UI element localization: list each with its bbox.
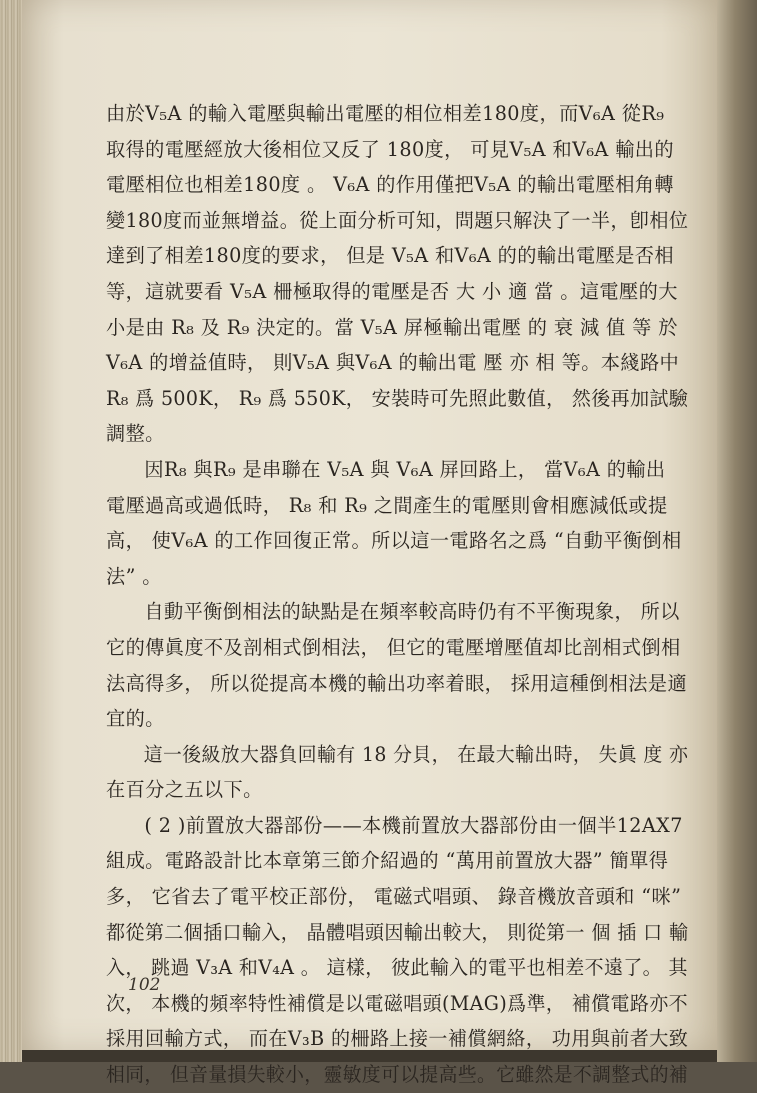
book-spine-shadow: [717, 0, 757, 1062]
text-line: 取得的電壓經放大後相位又反了 180度， 可見V₅A 和V₆A 輸出的: [106, 137, 674, 161]
text-line: 調整。: [106, 422, 165, 446]
text-line: 電壓相位也相差180度 。 V₆A 的作用僅把V₅A 的輸出電壓相角轉: [106, 173, 674, 197]
text-line: 宜的。: [106, 707, 165, 731]
page-number: 102: [128, 975, 161, 995]
book-page-edges: [0, 0, 22, 1062]
text-line: 法” 。: [106, 564, 162, 588]
text-line: 等，這就要看 V₅A 柵極取得的電壓是否 大 小 適 當 。這電壓的大: [106, 279, 678, 303]
text-line: 法高得多， 所以從提高本機的輸出功率着眼， 採用這種倒相法是適: [106, 671, 688, 695]
text-line: 由於V₅A 的輸入電壓與輸出電壓的相位相差180度，而V₆A 從R₉: [106, 102, 665, 125]
text-line: 多， 它省去了電平校正部份， 電磁式唱頭、 錄音機放音頭和 “咪”: [106, 885, 682, 909]
body-text: [106, 96, 688, 1093]
text-line: 次， 本機的頻率特性補償是以電磁唱頭(MAG)爲準， 補償電路亦不: [106, 991, 689, 1015]
text-line: 高， 使V₆A 的工作回復正常。所以這一電路名之爲 “自動平衡倒相: [106, 529, 682, 553]
page-bottom-shadow: [22, 1050, 717, 1062]
text-line: 達到了相差180度的要求， 但是 V₅A 和V₆A 的的輸出電壓是否相: [106, 244, 674, 268]
text-line: 自動平衡倒相法的缺點是在頻率較高時仍有不平衡現象， 所以: [144, 600, 680, 624]
text-line: 電壓過高或過低時， R₈ 和 R₉ 之間產生的電壓則會相應減低或提: [106, 493, 668, 517]
text-line: 都從第二個插口輸入， 晶體唱頭因輸出較大， 則從第一 個 插 口 輸: [106, 920, 689, 944]
text-line: R₈ 爲 500K， R₉ 爲 550K， 安裝時可先照此數值， 然後再加試驗: [106, 386, 689, 410]
text-line: 組成。電路設計比本章第三節介紹過的 “萬用前置放大器” 簡單得: [106, 849, 669, 873]
text-line: 變180度而並無增益。從上面分析可知，問題只解決了一半，卽相位: [106, 208, 689, 232]
text-line: 這一後級放大器負回輸有 18 分貝， 在最大輸出時， 失眞 度 亦: [143, 742, 689, 766]
text-line: 採用回輸方式， 而在V₃B 的柵路上接一補償網絡， 功用與前者大致: [106, 1027, 689, 1051]
book-page: [22, 0, 717, 1087]
text-line: 它的傳眞度不及剖相式倒相法， 但它的電壓增壓值却比剖相式倒相: [106, 635, 681, 659]
text-line: 入， 跳過 V₃A 和V₄A 。 這樣， 彼此輸入的電平也相差不遠了。 其: [106, 956, 688, 980]
text-line: 在百分之五以下。: [106, 778, 263, 802]
text-line: ( 2 )前置放大器部份——本機前置放大器部份由一個半12AX7: [144, 813, 683, 837]
text-line: 小是由 R₈ 及 R₉ 決定的。當 V₅A 屏極輸出電壓 的 衰 減 值 等 於: [106, 315, 678, 339]
text-line: 因R₈ 與R₉ 是串聯在 V₅A 與 V₆A 屏回路上， 當V₆A 的輸出: [144, 457, 666, 481]
text-line: 相同， 但音量損失較小，靈敏度可以提高些。它雖然是不調整式的補: [106, 1063, 689, 1087]
text-line: V₆A 的增益值時， 則V₅A 與V₆A 的輸出電 壓 亦 相 等。本綫路中: [106, 351, 680, 375]
